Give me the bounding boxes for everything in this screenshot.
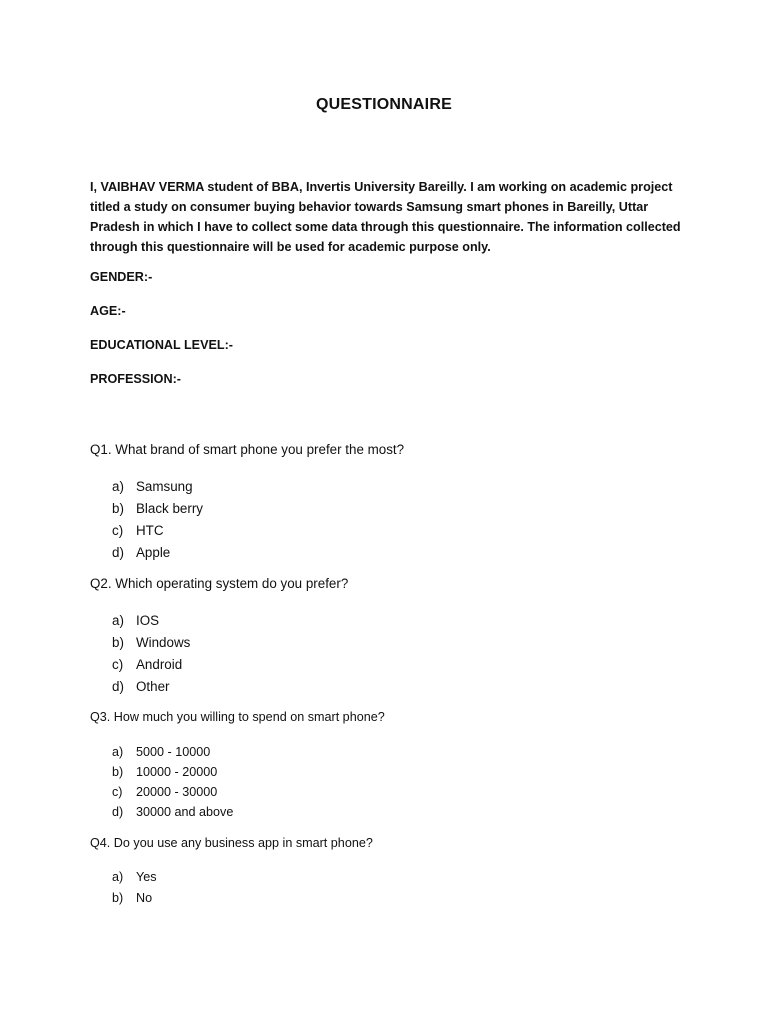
option-letter: c) <box>112 657 124 672</box>
option-letter: a) <box>112 613 124 628</box>
option-letter: b) <box>112 501 124 516</box>
educational-level-field-label: EDUCATIONAL LEVEL:- <box>90 338 233 352</box>
option-letter: d) <box>112 679 124 694</box>
question-3: Q3. How much you willing to spend on smart phone? <box>90 710 385 724</box>
question-1: Q1. What brand of smart phone you prefer the most? <box>90 442 405 457</box>
intro-paragraph: I, VAIBHAV VERMA student of BBA, Invertis University Bareilly. I am working on academic project titled a study on consumer buying behavior towards Samsung smart phones in Bareilly, Uttar Pradesh in which I have to collect some data through this questionnaire. The information collected through this questionnaire will be used for academic purpose only. <box>90 180 681 254</box>
option-text: Apple <box>136 545 171 560</box>
option-text: 30000 and above <box>136 805 234 819</box>
page-title: QUESTIONNAIRE <box>316 96 452 113</box>
option-item <box>112 520 203 542</box>
option-text: Black berry <box>136 501 203 516</box>
option-letter: c) <box>112 785 123 799</box>
option-item <box>112 742 233 762</box>
option-letter: b) <box>112 635 124 650</box>
option-text: Yes <box>136 870 157 884</box>
age-field-label: AGE:- <box>90 304 126 318</box>
option-text: Android <box>136 657 183 672</box>
question-4: Q4. Do you use any business app in smart phone? <box>90 836 373 850</box>
option-item <box>112 782 233 802</box>
option-letter: b) <box>112 891 124 905</box>
option-text: 10000 - 20000 <box>136 765 218 779</box>
option-item <box>112 654 190 676</box>
option-item <box>112 498 203 520</box>
option-item <box>112 542 203 564</box>
option-text: IOS <box>136 613 160 628</box>
option-letter: b) <box>112 765 124 779</box>
option-item <box>112 676 190 698</box>
option-item <box>112 610 190 632</box>
option-text: 20000 - 30000 <box>136 785 218 799</box>
profession-field-label: PROFESSION:- <box>90 372 181 386</box>
option-text: 5000 - 10000 <box>136 745 211 759</box>
option-letter: a) <box>112 745 124 759</box>
option-item <box>112 476 203 498</box>
option-letter: d) <box>112 545 124 560</box>
option-text: No <box>136 891 153 905</box>
gender-field-label: GENDER:- <box>90 270 153 284</box>
question-2: Q2. Which operating system do you prefer? <box>90 576 349 591</box>
option-text: HTC <box>136 523 164 538</box>
option-text: Windows <box>136 635 191 650</box>
option-item <box>112 802 233 822</box>
option-text: Other <box>136 679 170 694</box>
question-2-options <box>112 610 190 698</box>
option-letter: d) <box>112 805 124 819</box>
option-item <box>112 888 157 909</box>
question-3-options <box>112 742 233 822</box>
option-item <box>112 762 233 782</box>
question-1-options <box>112 476 203 564</box>
option-letter: a) <box>112 870 124 884</box>
option-letter: a) <box>112 479 124 494</box>
option-text: Samsung <box>136 479 193 494</box>
question-4-options <box>112 867 157 909</box>
option-item <box>112 867 157 888</box>
option-item <box>112 632 190 654</box>
option-letter: c) <box>112 523 124 538</box>
